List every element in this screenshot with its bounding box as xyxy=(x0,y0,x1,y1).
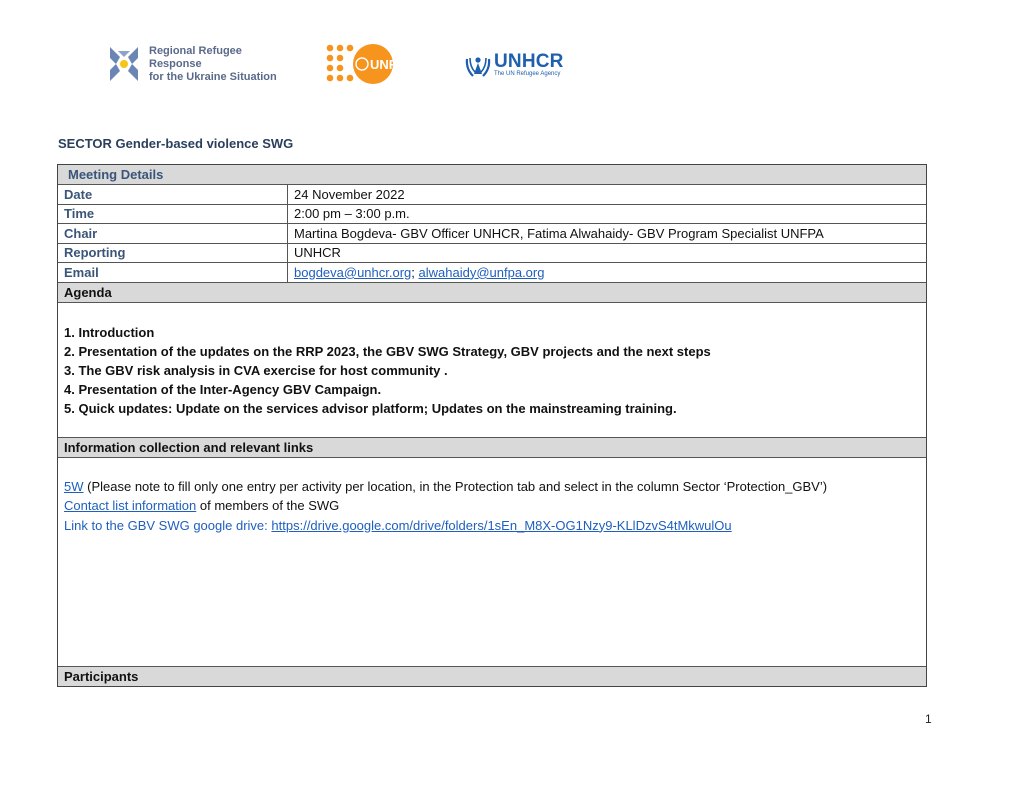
agenda-item: 1. Introduction xyxy=(64,324,155,340)
info-line-5w xyxy=(64,477,827,497)
email-row xyxy=(58,262,926,282)
time-value: 2:00 pm – 3:00 p.m. xyxy=(294,206,410,222)
date-label: Date xyxy=(58,185,288,204)
rrr-cross-icon xyxy=(104,43,144,85)
google-drive-link[interactable]: https://drive.google.com/drive/folders/1sEn_M8X-OG1Nzy9-KLlDzvS4tMkwulOu xyxy=(271,517,732,533)
date-value: 24 November 2022 xyxy=(294,186,405,202)
chair-value: Martina Bogdeva- GBV Officer UNHCR, Fatima Alwahaidy- GBV Program Specialist UNFPA xyxy=(294,225,824,241)
agenda-body-row xyxy=(58,302,926,437)
info-line-contact xyxy=(64,496,827,516)
agenda-item: 4. Presentation of the Inter-Agency GBV Campaign. xyxy=(64,381,382,397)
page-number: 1 xyxy=(925,712,932,726)
contact-list-note: of members of the SWG xyxy=(199,498,340,513)
rrr-line-1: Regional Refugee Response xyxy=(149,44,242,70)
email-separator: ; xyxy=(411,264,415,280)
agenda-item: 5. Quick updates: Update on the services advisor platform; Updates on the mainstreaming training. xyxy=(64,400,677,416)
info-header: Information collection and relevant links xyxy=(58,438,926,457)
unfpa-logo xyxy=(326,43,418,85)
agenda-header: Agenda xyxy=(58,283,926,302)
drive-link-label: Link to the GBV SWG google drive: xyxy=(64,517,268,533)
logo-bar xyxy=(0,40,1024,90)
agenda-item: 3. The GBV risk analysis in CVA exercise for host community . xyxy=(64,362,448,378)
agenda-list xyxy=(58,303,717,437)
unfpa-dots-icon xyxy=(326,43,418,85)
unhcr-logo xyxy=(464,50,578,80)
info-links xyxy=(58,458,833,666)
agenda-item: 2. Presentation of the updates on the RRP 2023, the GBV SWG Strategy, GBV projects and the next steps xyxy=(64,343,711,359)
meeting-details-header: Meeting Details xyxy=(58,165,926,184)
rrr-line-2: for the Ukraine Situation xyxy=(149,70,277,83)
chair-label: Chair xyxy=(58,224,288,243)
5w-link[interactable]: 5W xyxy=(64,478,84,494)
contact-list-link[interactable]: Contact list information xyxy=(64,498,197,513)
sector-title: SECTOR Gender-based violence SWG xyxy=(58,136,294,151)
time-row xyxy=(58,204,926,224)
meeting-table xyxy=(57,164,927,687)
chair-row xyxy=(58,223,926,243)
meeting-details-header-row xyxy=(58,165,926,184)
date-row xyxy=(58,184,926,204)
unhcr-tagline: The UN Refugee Agency xyxy=(494,70,561,77)
agenda-header-row xyxy=(58,282,926,302)
unfpa-wordmark: UNFPA xyxy=(370,57,414,72)
info-line-drive xyxy=(64,516,827,536)
unhcr-wordmark: UNHCR xyxy=(494,50,564,72)
info-header-row xyxy=(58,437,926,457)
5w-note: (Please note to fill only one entry per activity per location, in the Protection tab and select in the column Sector ‘Protection_GBV’) xyxy=(87,478,828,494)
participants-header-row xyxy=(58,666,926,686)
email-value xyxy=(288,263,926,282)
email-link-unhcr[interactable]: bogdeva@unhcr.org xyxy=(294,264,412,280)
regional-refugee-response-logo xyxy=(104,42,294,86)
reporting-label: Reporting xyxy=(58,244,288,263)
email-label: Email xyxy=(58,263,288,282)
info-body-row xyxy=(58,457,926,666)
reporting-value: UNHCR xyxy=(294,245,341,261)
email-link-unfpa[interactable]: alwahaidy@unfpa.org xyxy=(418,264,545,280)
reporting-row xyxy=(58,243,926,263)
unhcr-emblem-icon xyxy=(464,51,492,79)
time-label: Time xyxy=(58,205,288,224)
participants-header: Participants xyxy=(58,667,926,686)
